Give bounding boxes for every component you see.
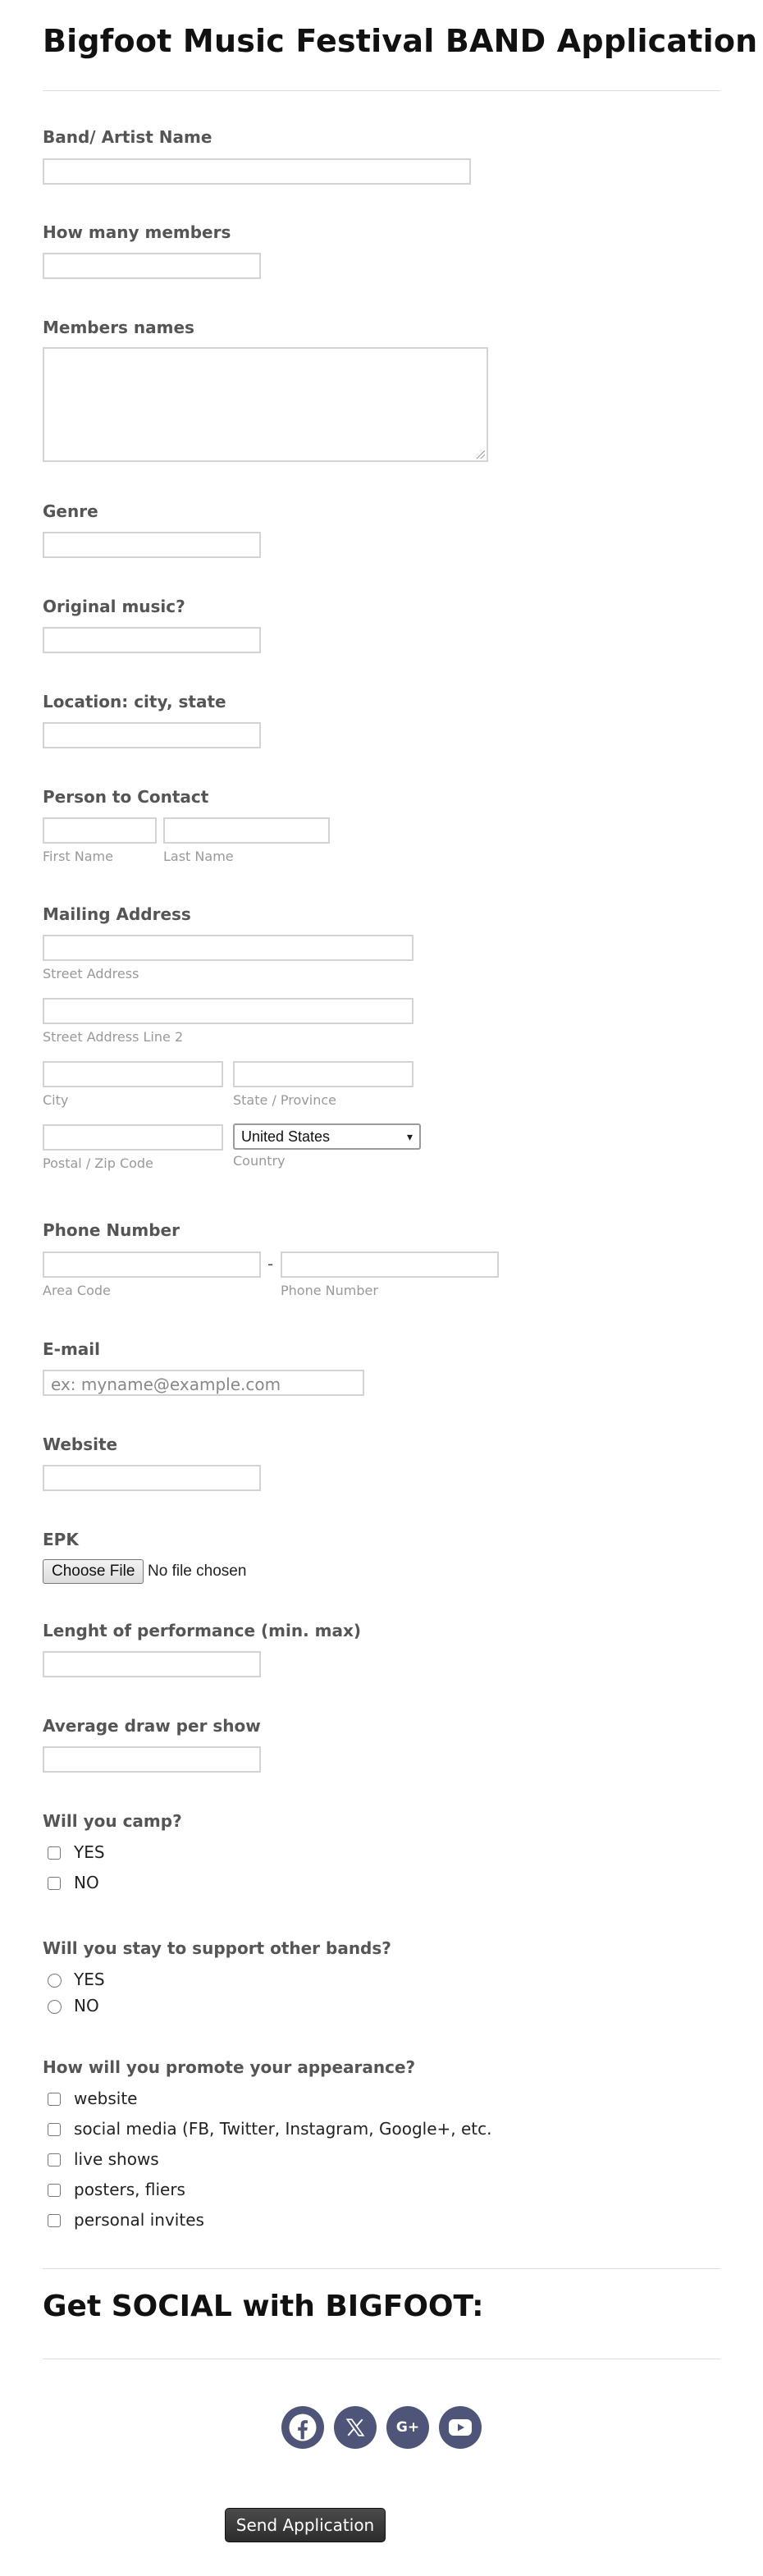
area-code-input[interactable]: [43, 1251, 261, 1278]
phone-number-sublabel: Phone Number: [281, 1283, 378, 1298]
google-plus-text: G+: [395, 2419, 420, 2436]
phone-number-input[interactable]: [281, 1251, 499, 1278]
band-name-input[interactable]: [43, 158, 471, 185]
camp-yes-label: YES: [74, 1842, 105, 1862]
facebook-icon[interactable]: [281, 2406, 324, 2449]
phone-label: Phone Number: [43, 1220, 180, 1240]
youtube-glyph: [448, 2418, 473, 2436]
social-heading: Get SOCIAL with BIGFOOT:: [43, 2290, 484, 2323]
file-status: No file chosen: [148, 1563, 247, 1580]
divider: [43, 2268, 720, 2269]
email-placeholder: ex: myname@example.com: [51, 1375, 281, 1394]
form-title: Bigfoot Music Festival BAND Application: [43, 23, 758, 59]
street-address-sublabel: Street Address: [43, 966, 139, 981]
chevron-down-icon: ▾: [406, 1130, 413, 1143]
members-names-textarea[interactable]: [43, 347, 488, 462]
city-input[interactable]: [43, 1061, 223, 1087]
genre-input[interactable]: [43, 532, 261, 558]
original-music-label: Original music?: [43, 597, 185, 616]
promote-invites-checkbox[interactable]: [48, 2214, 61, 2227]
state-input[interactable]: [233, 1061, 413, 1087]
average-draw-label: Average draw per show: [43, 1716, 261, 1736]
promote-posters-checkbox[interactable]: [48, 2184, 61, 2197]
performance-length-label: Lenght of performance (min. max): [43, 1621, 362, 1640]
performance-length-input[interactable]: [43, 1651, 261, 1677]
area-code-sublabel: Area Code: [43, 1283, 111, 1298]
street-address-2-sublabel: Street Address Line 2: [43, 1029, 184, 1045]
first-name-input[interactable]: [43, 817, 157, 844]
state-sublabel: State / Province: [233, 1092, 336, 1108]
support-label: Will you stay to support other bands?: [43, 1938, 391, 1958]
epk-label: EPK: [43, 1530, 79, 1549]
support-no-label: NO: [74, 1996, 99, 2016]
google-plus-icon[interactable]: [386, 2406, 429, 2449]
facebook-glyph: [288, 2413, 318, 2442]
x-glyph: [345, 2417, 366, 2438]
first-name-sublabel: First Name: [43, 849, 113, 864]
support-yes-label: YES: [74, 1970, 105, 1989]
members-count-label: How many members: [43, 222, 231, 242]
promote-social-checkbox[interactable]: [48, 2123, 61, 2136]
send-application-button[interactable]: Send Application: [225, 2508, 386, 2542]
promote-website-checkbox[interactable]: [48, 2093, 61, 2106]
website-label: Website: [43, 1434, 118, 1454]
city-sublabel: City: [43, 1092, 69, 1108]
promote-live-label: live shows: [74, 2149, 159, 2169]
location-label: Location: city, state: [43, 692, 226, 711]
members-names-label: Members names: [43, 318, 194, 337]
resize-handle[interactable]: [477, 451, 485, 459]
promote-website-label: website: [74, 2089, 138, 2108]
members-count-input[interactable]: [43, 253, 261, 279]
promote-invites-label: personal invites: [74, 2210, 204, 2230]
phone-separator: -: [267, 1254, 274, 1274]
website-input[interactable]: [43, 1465, 261, 1491]
email-label: E-mail: [43, 1339, 101, 1359]
location-input[interactable]: [43, 722, 261, 748]
country-sublabel: Country: [233, 1153, 286, 1169]
camp-yes-checkbox[interactable]: [48, 1846, 61, 1860]
last-name-input[interactable]: [163, 817, 330, 844]
mailing-address-label: Mailing Address: [43, 904, 191, 924]
band-name-label: Band/ Artist Name: [43, 127, 212, 147]
zip-input[interactable]: [43, 1124, 223, 1151]
last-name-sublabel: Last Name: [163, 849, 234, 864]
street-address-2-input[interactable]: [43, 998, 413, 1024]
promote-label: How will you promote your appearance?: [43, 2057, 416, 2077]
country-value: United States: [241, 1128, 331, 1145]
email-input[interactable]: [43, 1370, 364, 1396]
support-yes-radio[interactable]: [48, 1974, 62, 1988]
street-address-input[interactable]: [43, 935, 413, 961]
camp-no-checkbox[interactable]: [48, 1877, 61, 1890]
average-draw-input[interactable]: [43, 1746, 261, 1773]
genre-label: Genre: [43, 501, 98, 521]
support-no-radio[interactable]: [48, 2000, 62, 2014]
promote-posters-label: posters, fliers: [74, 2180, 185, 2199]
camp-no-label: NO: [74, 1873, 99, 1892]
zip-sublabel: Postal / Zip Code: [43, 1155, 153, 1171]
original-music-input[interactable]: [43, 627, 261, 653]
country-select[interactable]: [233, 1123, 421, 1150]
promote-live-checkbox[interactable]: [48, 2153, 61, 2166]
camp-label: Will you camp?: [43, 1811, 182, 1831]
youtube-icon[interactable]: [439, 2406, 482, 2449]
choose-file-button[interactable]: Choose File: [43, 1559, 144, 1584]
divider: [43, 90, 720, 91]
promote-social-label: social media (FB, Twitter, Instagram, Google+, etc.: [74, 2119, 492, 2139]
x-icon[interactable]: [334, 2406, 377, 2449]
contact-label: Person to Contact: [43, 787, 209, 807]
